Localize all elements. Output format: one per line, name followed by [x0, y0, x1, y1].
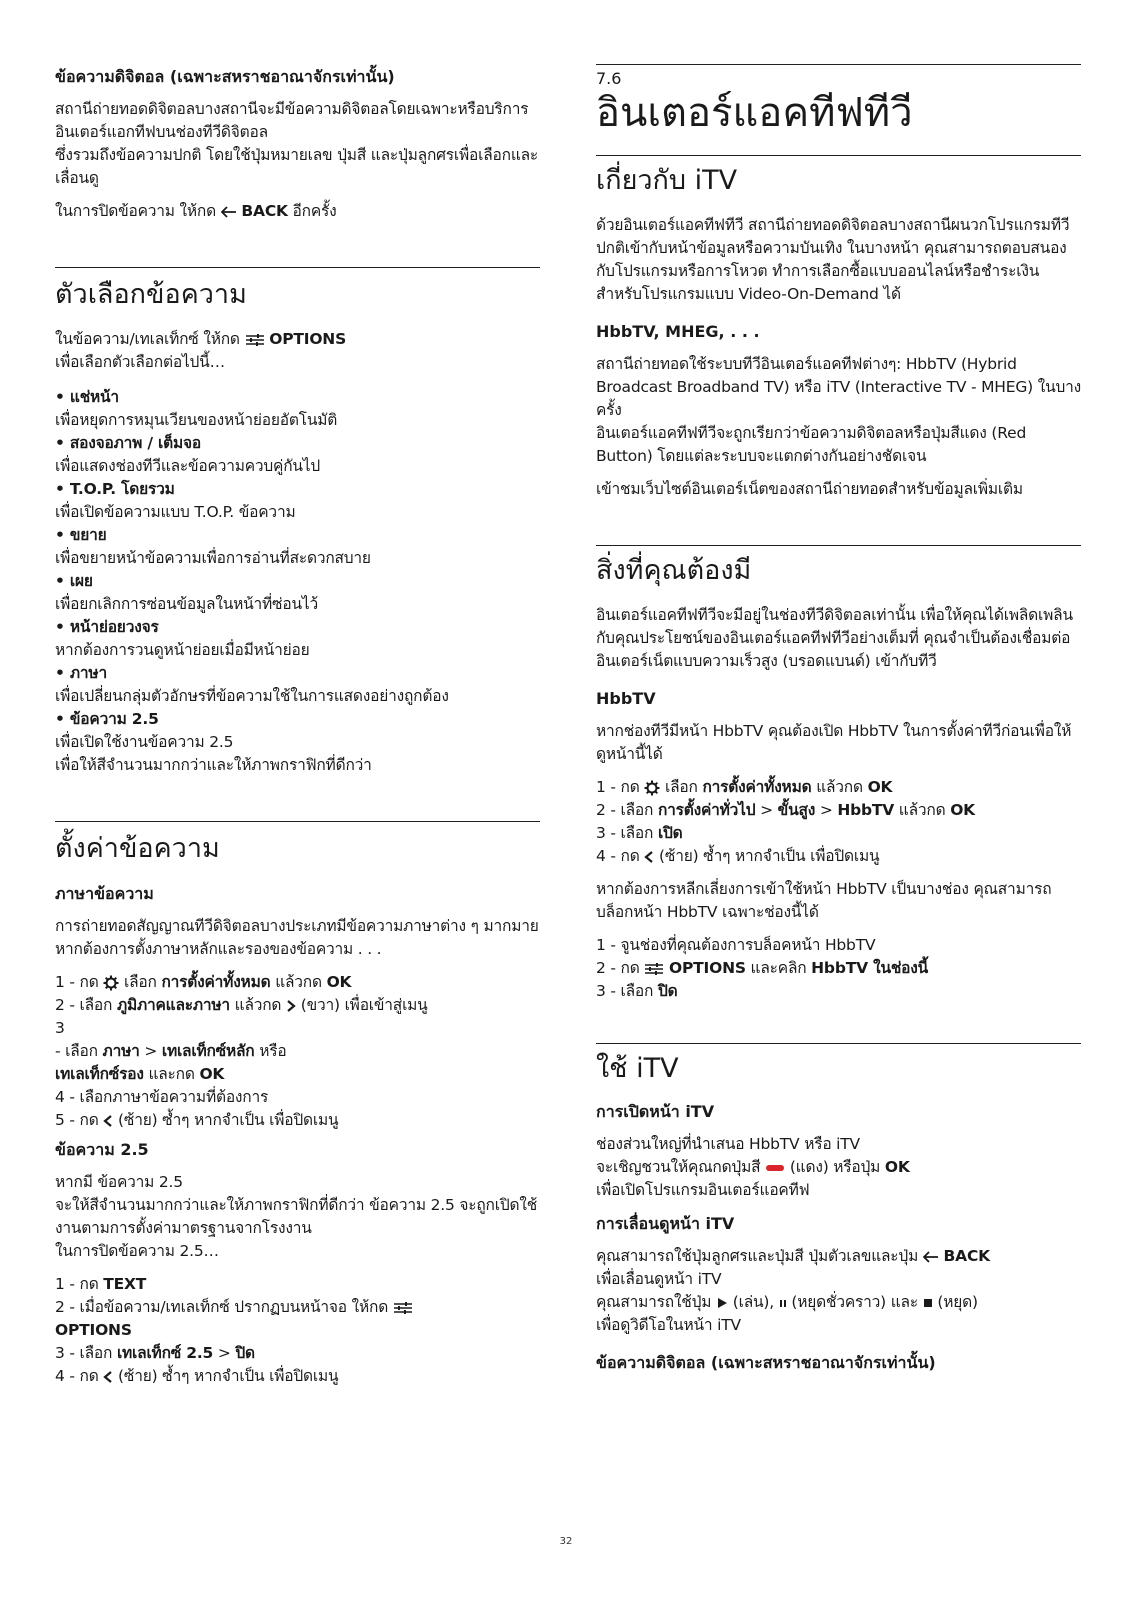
menu-label: ปิด [657, 982, 678, 1000]
paragraph: ในการปิดข้อความ 2.5… [55, 1242, 219, 1260]
ok-key-label: OK [884, 1158, 910, 1176]
step [55, 1063, 540, 1086]
options-key-label: OPTIONS [269, 330, 347, 348]
text: 3 - เลือก [55, 1344, 117, 1362]
step: 4 - เลือกภาษาข้อความที่ต้องการ [55, 1088, 269, 1106]
text: (ซ้าย) ซ้ำๆ หากจำเป็น เพื่อปิดเมนู [654, 847, 880, 865]
text: 2 - เลือก [55, 996, 117, 1014]
paragraph: จะให้สีจำนวนมากกว่าและให้ภาพกราฟิกที่ดีกว่า ข้อความ 2.5 จะถูกเปิดใช้งานตามการตั้งค่ามาตรฐานจากโรงงาน [55, 1196, 538, 1237]
gear-icon [644, 780, 660, 796]
left-column [55, 60, 540, 1388]
paragraph [55, 200, 540, 223]
text: แล้วกด [811, 778, 868, 796]
sub-heading: ข้อความ 2.5 [55, 1140, 149, 1159]
list-item-title: • ข้อความ 2.5 [55, 710, 159, 728]
step [596, 799, 1081, 822]
sub-heading: การเลื่อนดูหน้า iTV [596, 1214, 735, 1233]
text: > [815, 801, 838, 819]
chevron-left-icon [644, 850, 654, 864]
paragraph: ด้วยอินเตอร์แอคทีฟทีวี สถานีถ่ายทอดดิจิตอลบางสถานีผนวกโปรแกรมทีวีปกติเข้ากับหน้าข้อมูลหรือความบันเทิง ในบางหน้า คุณสามารถตอบสนองกับโปรแกรมหรือการโหวต ทำการเลือกซื้อแบบออนไลน์หรือชำระเงินสำหรับโปรแกรมแบบ Video-On-Demand ได้ [596, 216, 1070, 303]
paragraph: สถานีถ่ายทอดดิจิตอลบางสถานีจะมีข้อความดิจิตอลโดยเฉพาะหรือบริการอินเตอร์แอกทีฟบนช่องทีวีดิจิตอล [55, 100, 529, 141]
list-item-desc: เพื่อเปิดข้อความแบบ T.O.P. ข้อความ [55, 503, 296, 521]
text: > [755, 801, 778, 819]
back-key-label: BACK [943, 1247, 990, 1265]
back-key-label: BACK [241, 202, 288, 220]
divider [55, 267, 540, 268]
options-icon [644, 962, 664, 976]
list-item-desc: เพื่อหยุดการหมุนเวียนของหน้าย่อยอัตโนมัติ [55, 411, 338, 429]
text: (ซ้าย) ซ้ำๆ หากจำเป็น เพื่อปิดเมนู [113, 1111, 339, 1129]
step [596, 822, 1081, 845]
text: > [139, 1042, 162, 1060]
paragraph: เพื่อเลือกตัวเลือกต่อไปนี้… [55, 353, 225, 371]
ok-key-label: OK [867, 778, 893, 796]
paragraph: เพื่อดูวิดีโอในหน้า iTV [596, 1316, 741, 1334]
list-item-desc: เพื่อให้สีจำนวนมากกว่าและให้ภาพกราฟิกที่ดีกว่า [55, 756, 372, 774]
options-icon [393, 1301, 413, 1315]
text: แล้วกด [894, 801, 951, 819]
step: 3 [55, 1019, 65, 1037]
menu-label: HbbTV [837, 801, 895, 819]
menu-label: เปิด [657, 824, 683, 842]
divider [596, 1043, 1081, 1044]
text: 2 - เลือก [596, 801, 658, 819]
options-key-label: OPTIONS [55, 1321, 132, 1339]
list-item-desc: เพื่อขยายหน้าข้อความเพื่อการอ่านที่สะดวกสบาย [55, 549, 371, 567]
step [55, 1040, 540, 1063]
text: (เล่น), [728, 1293, 779, 1311]
menu-label: ภาษา [102, 1042, 140, 1060]
sub-heading: HbbTV [596, 689, 656, 708]
text: เลือก [124, 973, 162, 991]
text: > [213, 1344, 236, 1362]
pause-icon [779, 1298, 787, 1308]
list-item-desc: เพื่อยกเลิกการซ่อนข้อมูลในหน้าที่ซ่อนไว้ [55, 595, 318, 613]
paragraph [596, 1291, 1081, 1314]
back-arrow-icon [221, 206, 237, 218]
text: 2 - กด [596, 959, 645, 977]
step [55, 1342, 540, 1365]
divider [55, 821, 540, 822]
step [596, 980, 1081, 1003]
chapter-number: 7.6 [596, 69, 622, 88]
step [55, 994, 540, 1017]
text: (แดง) หรือปุ่ม [785, 1158, 885, 1176]
step [55, 1319, 540, 1342]
step [55, 1109, 540, 1132]
paragraph: หากมี ข้อความ 2.5 [55, 1173, 183, 1191]
menu-label: HbbTV ในช่องนี้ [811, 959, 929, 977]
menu-label: เทเลเท็กซ์ 2.5 [116, 1344, 214, 1362]
paragraph: เพื่อเลื่อนดูหน้า iTV [596, 1270, 722, 1288]
gear-icon [103, 975, 119, 991]
page-number: 32 [559, 1536, 573, 1547]
paragraph: ซึ่งรวมถึงข้อความปกติ โดยใช้ปุ่มหมายเลข ปุ่มสี และปุ่มลูกศรเพื่อเลือกและเลื่อนดู [55, 146, 539, 187]
sub-heading: ข้อความดิจิตอล (เฉพาะสหราชอาณาจักรเท่านั้น) [596, 1353, 936, 1372]
section-title: ตัวเลือกข้อความ [55, 279, 247, 310]
text: และคลิก [745, 959, 812, 977]
options-key-label: OPTIONS [669, 959, 746, 977]
step [55, 1273, 540, 1296]
text: 3 - เลือก [596, 982, 658, 1000]
options-icon [245, 333, 265, 347]
paragraph: การถ่ายทอดสัญญาณทีวีดิจิตอลบางประเภทมีข้อความภาษาต่าง ๆ มากมาย [55, 917, 539, 935]
text: จะเชิญชวนให้คุณกดปุ่มสี [596, 1158, 766, 1176]
text: ในการปิดข้อความ ให้กด [55, 202, 221, 220]
section-title: ใช้ iTV [596, 1053, 679, 1084]
text: หรือ [254, 1042, 287, 1060]
list-item-desc: เพื่อเปิดใช้งานข้อความ 2.5 [55, 733, 234, 751]
step [55, 971, 540, 994]
text: อีกครั้ง [287, 202, 337, 220]
chevron-left-icon [103, 1370, 113, 1384]
right-column [596, 60, 1081, 1374]
menu-label: การตั้งค่าทั้งหมด [161, 973, 271, 991]
text: 5 - กด [55, 1111, 104, 1129]
menu-label: การตั้งค่าทั้งหมด [702, 778, 812, 796]
text: (ขวา) เพื่อเข้าสู่เมนู [296, 996, 428, 1014]
paragraph: อินเตอร์แอคทีฟทีวีจะมีอยู่ในช่องทีวีดิจิตอลเท่านั้น เพื่อให้คุณได้เพลิดเพลินกับคุณประโยชน์ของอินเตอร์แอคทีฟทีวีอย่างเต็มที่ คุณจำเป็นต้องเชื่อมต่ออินเตอร์เน็ตแบบความเร็วสูง (บรอดแบนด์) เข้ากับทีวี [596, 606, 1073, 670]
paragraph: หากช่องทีวีมีหน้า HbbTV คุณต้องเปิด HbbTV ในการตั้งค่าทีวีก่อนเพื่อให้ดูหน้านี้ได้ [596, 722, 1072, 763]
menu-label: เทเลเท็กซ์รอง [55, 1065, 144, 1083]
text: (หยุด) [932, 1293, 978, 1311]
stop-icon [923, 1298, 933, 1308]
paragraph: หากต้องการหลีกเลี่ยงการเข้าใช้หน้า HbbTV เป็นบางช่อง คุณสามารถบล็อกหน้า HbbTV เฉพาะช่องนี้ได้ [596, 880, 1052, 921]
sub-heading: การเปิดหน้า iTV [596, 1102, 715, 1121]
paragraph: อินเตอร์แอคทีฟทีวีจะถูกเรียกว่าข้อความดิจิตอลหรือปุ่มสีแดง (Red Button) โดยแต่ละระบบจะแตกต่างกันอย่างชัดเจน [596, 424, 1027, 465]
list-item-desc: หากต้องการวนดูหน้าย่อยเมื่อมีหน้าย่อย [55, 641, 310, 659]
text: คุณสามารถใช้ปุ่ม [596, 1293, 717, 1311]
step: 1 - จูนช่องที่คุณต้องการบล็อคหน้า HbbTV [596, 936, 876, 954]
text: คุณสามารถใช้ปุ่มลูกศรและปุ่มสี ปุ่มตัวเลขและปุ่ม [596, 1247, 923, 1265]
ok-key-label: OK [950, 801, 975, 819]
paragraph [596, 1156, 1081, 1179]
list-item-title: • สองจอภาพ / เต็มจอ [55, 434, 201, 452]
ok-key-label: OK [199, 1065, 225, 1083]
section-heading: ข้อความดิจิตอล (เฉพาะสหราชอาณาจักรเท่านั้น) [55, 67, 395, 86]
text: 1 - กด [596, 778, 645, 796]
text: 1 - กด [55, 1275, 104, 1293]
text: เลือก [665, 778, 703, 796]
list-item-title: • ภาษา [55, 664, 107, 682]
text: แล้วกด [229, 996, 287, 1014]
list-item-desc: เพื่อแสดงช่องทีวีและข้อความควบคู่กันไป [55, 457, 321, 475]
list-item-title: • T.O.P. โดยรวม [55, 480, 175, 498]
text: (ซ้าย) ซ้ำๆ หากจำเป็น เพื่อปิดเมนู [113, 1367, 339, 1385]
paragraph: ช่องส่วนใหญ่ที่นำเสนอ HbbTV หรือ iTV [596, 1135, 860, 1153]
section-title: เกี่ยวกับ iTV [596, 165, 738, 196]
text: แล้วกด [270, 973, 327, 991]
sub-heading: ภาษาข้อความ [55, 884, 154, 903]
paragraph [55, 328, 540, 351]
sub-heading: HbbTV, MHEG, . . . [596, 322, 760, 341]
paragraph: เข้าชมเว็บไซต์อินเตอร์เน็ตของสถานีถ่ายทอดสำหรับข้อมูลเพิ่มเติม [596, 480, 1023, 498]
paragraph [596, 1245, 1081, 1268]
step [596, 845, 1081, 868]
step [596, 776, 1081, 799]
divider [596, 545, 1081, 546]
list-item-title: • หน้าย่อยวงจร [55, 618, 159, 636]
text: และกด [143, 1065, 200, 1083]
list-item-desc: เพื่อเปลี่ยนกลุ่มตัวอักษรที่ข้อความใช้ในการแสดงอย่างถูกต้อง [55, 687, 449, 705]
options-list [55, 386, 540, 708]
section-title: ตั้งค่าข้อความ [55, 833, 220, 864]
text: 2 - เมื่อข้อความ/เทเลเท็กซ์ ปรากฏบนหน้าจอ ให้กด [55, 1298, 393, 1316]
menu-label: การตั้งค่าทั่วไป [657, 801, 756, 819]
chevron-right-icon [286, 999, 296, 1013]
divider [596, 155, 1081, 156]
list-item-title: • แช่หน้า [55, 388, 119, 406]
paragraph: สถานีถ่ายทอดใช้ระบบทีวีอินเตอร์แอคทีฟต่างๆ: HbbTV (Hybrid Broadcast Broadband TV) หรือ iTV (Interactive TV - MHEG) ในบางครั้ง [596, 355, 1081, 419]
back-arrow-icon [923, 1251, 939, 1263]
menu-label: ภูมิภาคและภาษา [116, 996, 230, 1014]
text: 4 - กด [55, 1367, 104, 1385]
text: - เลือก [55, 1042, 103, 1060]
step [55, 1296, 540, 1319]
text: 3 - เลือก [596, 824, 658, 842]
text: ในข้อความ/เทเลเท็กซ์ ให้กด [55, 330, 245, 348]
ok-key-label: OK [326, 973, 352, 991]
text: 1 - กด [55, 973, 104, 991]
step [55, 1365, 540, 1388]
divider [596, 64, 1081, 65]
chevron-left-icon [103, 1114, 113, 1128]
list-item-title: • เผย [55, 572, 93, 590]
red-button-icon [765, 1164, 785, 1172]
section-title: สิ่งที่คุณต้องมี [596, 555, 752, 586]
text: 4 - กด [596, 847, 645, 865]
paragraph: เพื่อเปิดโปรแกรมอินเตอร์แอคทีฟ [596, 1181, 810, 1199]
step [596, 957, 1081, 980]
paragraph: หากต้องการตั้งภาษาหลักและรองของข้อความ . . . [55, 940, 382, 958]
text: (หยุดชั่วคราว) และ [786, 1293, 923, 1311]
chapter-title: อินเตอร์แอคทีฟทีวี [596, 90, 913, 136]
menu-label: เทเลเท็กซ์หลัก [161, 1042, 255, 1060]
text-key-label: TEXT [103, 1275, 147, 1293]
menu-label: ปิด [235, 1344, 255, 1362]
menu-label: ขั้นสูง [777, 801, 816, 819]
play-icon [716, 1297, 728, 1309]
list-item-title: • ขยาย [55, 526, 107, 544]
